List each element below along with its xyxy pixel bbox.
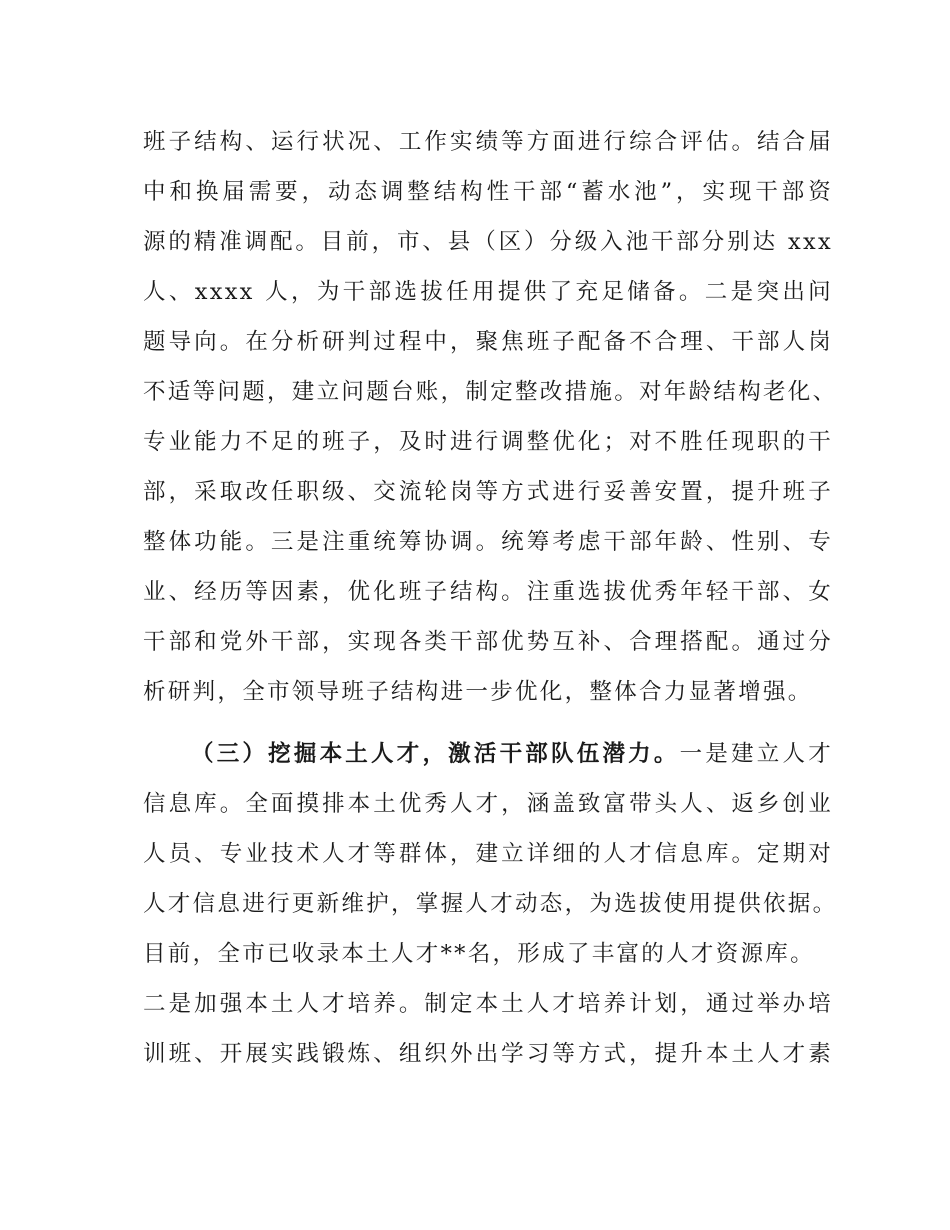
- section-3-first-line: [191, 739, 833, 769]
- body-text-line: 专业能力不足的班子，及时进行调整优化；对不胜任现职的干: [143, 429, 833, 455]
- body-text-line: 部，采取改任职级、交流轮岗等方式进行妥善安置，提升班子: [143, 479, 833, 505]
- body-text-line: 信息库。全面摸排本土优秀人才，涵盖致富带头人、返乡创业: [143, 791, 833, 817]
- body-text-line: 业、经历等因素，优化班子结构。注重选拔优秀年轻干部、女: [143, 579, 833, 605]
- body-text-line: 人、xxxx 人，为干部选拔任用提供了充足储备。二是突出问: [143, 279, 833, 305]
- body-text-line: 整体功能。三是注重统筹协调。统筹考虑干部年龄、性别、专: [143, 529, 833, 555]
- body-text-line: 班子结构、运行状况、工作实绩等方面进行综合评估。结合届: [143, 129, 833, 155]
- body-text-line: 干部和党外干部，实现各类干部优势互补、合理搭配。通过分: [143, 629, 833, 655]
- section-3-first-line-text: 一是建立人才: [679, 741, 833, 767]
- body-text-line: 人才信息进行更新维护，掌握人才动态，为选拔使用提供依据。: [143, 891, 838, 917]
- body-text-line: 源的精准调配。目前，市、县（区）分级入池干部分别达 xxx: [143, 229, 833, 255]
- body-text-line: 二是加强本土人才培养。制定本土人才培养计划，通过举办培: [143, 991, 833, 1017]
- body-text-line: 题导向。在分析研判过程中，聚焦班子配备不合理、干部人岗: [143, 329, 833, 355]
- body-text-line: 训班、开展实践锻炼、组织外出学习等方式，提升本土人才素: [143, 1041, 833, 1067]
- body-text-line: 中和换届需要，动态调整结构性干部“蓄水池”，实现干部资: [143, 179, 833, 205]
- body-text-line: 人员、专业技术人才等群体，建立详细的人才信息库。定期对: [143, 841, 833, 867]
- paragraph-last-line: 析研判，全市领导班子结构进一步优化，整体合力显著增强。: [143, 679, 813, 705]
- body-text-line: 不适等问题，建立问题台账，制定整改措施。对年龄结构老化、: [143, 379, 838, 405]
- body-text-line: 目前，全市已收录本土人才**名，形成了丰富的人才资源库。: [143, 941, 815, 967]
- section-3-heading: （三）挖掘本土人才，激活干部队伍潜力。: [191, 741, 680, 767]
